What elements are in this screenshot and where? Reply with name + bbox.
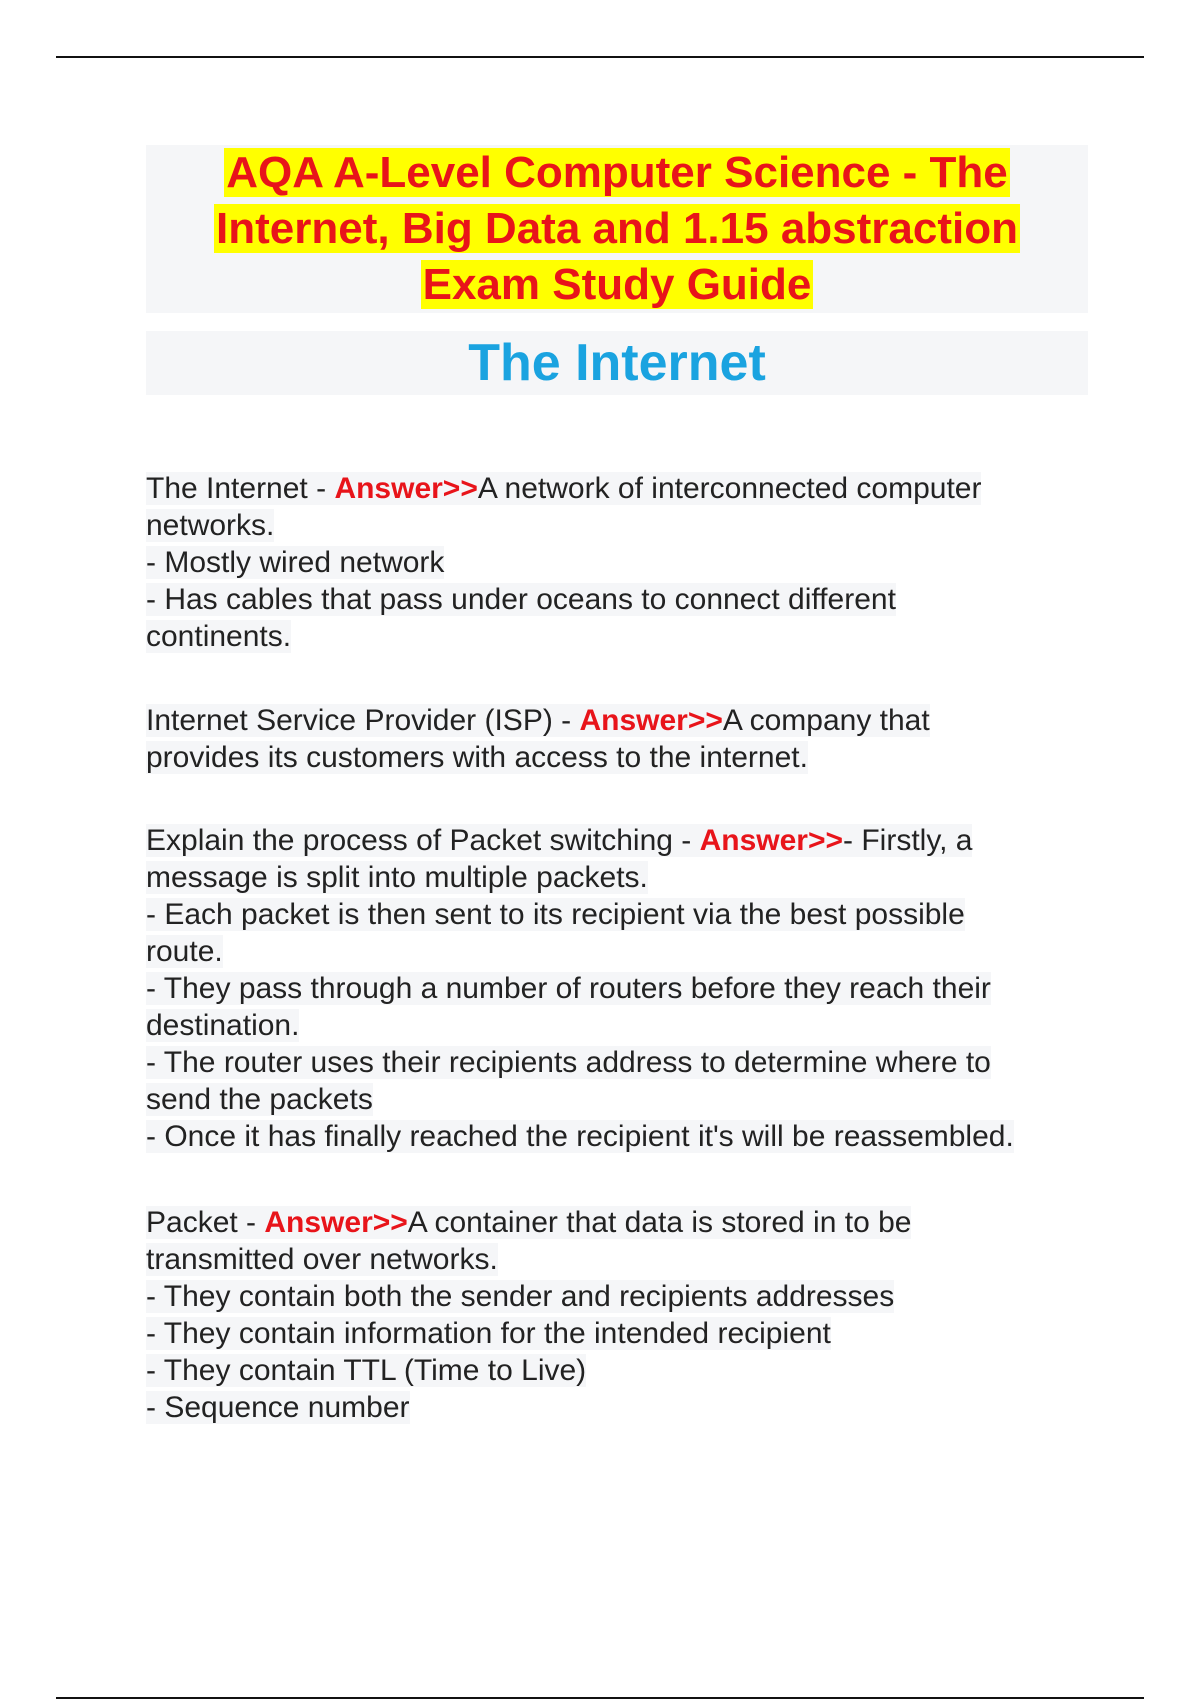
answer-line: transmitted over networks. bbox=[146, 1243, 498, 1276]
question-text: Packet - bbox=[146, 1206, 265, 1239]
answer-line: route. bbox=[146, 935, 223, 968]
answer-text: - Firstly, a bbox=[843, 824, 973, 857]
answer-line: - They contain both the sender and recipients addresses bbox=[146, 1280, 895, 1313]
answer-line: - Once it has finally reached the recipient it's will be reassembled. bbox=[146, 1120, 1014, 1153]
section-heading: The Internet bbox=[146, 331, 1088, 395]
answer-line: send the packets bbox=[146, 1083, 373, 1116]
qa-first-line bbox=[146, 1204, 1088, 1241]
answer-line: continents. bbox=[146, 620, 292, 653]
answer-text: A company that bbox=[722, 704, 930, 737]
question-text: The Internet - bbox=[146, 472, 335, 505]
qa-first-line bbox=[146, 822, 1088, 859]
answer-marker: Answer>> bbox=[334, 472, 478, 505]
answer-line: provides its customers with access to the internet. bbox=[146, 741, 808, 774]
qa-entry-packet-switching bbox=[146, 822, 1088, 1155]
qa-first-line bbox=[146, 702, 1088, 739]
answer-marker: Answer>> bbox=[579, 704, 723, 737]
answer-marker: Answer>> bbox=[699, 824, 844, 857]
title-line-1: AQA A-Level Computer Science - The bbox=[226, 148, 1008, 197]
answer-line: - Sequence number bbox=[146, 1391, 410, 1424]
question-text: Explain the process of Packet switching - bbox=[146, 824, 700, 857]
answer-marker: Answer>> bbox=[264, 1206, 408, 1239]
title-line-2: Internet, Big Data and 1.15 abstraction bbox=[216, 204, 1018, 253]
qa-entry-packet bbox=[146, 1204, 1088, 1426]
answer-line: - Each packet is then sent to its recipient via the best possible bbox=[146, 898, 965, 931]
answer-line: - They pass through a number of routers before they reach their bbox=[146, 972, 991, 1005]
qa-entry-isp bbox=[146, 702, 1088, 776]
qa-first-line bbox=[146, 470, 1088, 507]
answer-text: A network of interconnected computer bbox=[477, 472, 982, 505]
answer-line: networks. bbox=[146, 509, 275, 542]
title-line-3: Exam Study Guide bbox=[422, 260, 812, 309]
question-text: Internet Service Provider (ISP) - bbox=[146, 704, 580, 737]
answer-line: - Has cables that pass under oceans to connect different bbox=[146, 583, 896, 616]
answer-line: - They contain TTL (Time to Live) bbox=[146, 1354, 587, 1387]
qa-entry-internet bbox=[146, 470, 1088, 655]
document-title bbox=[146, 145, 1088, 313]
bottom-rule bbox=[56, 1697, 1144, 1699]
answer-line: - Mostly wired network bbox=[146, 546, 445, 579]
answer-line: - The router uses their recipients address to determine where to bbox=[146, 1046, 991, 1079]
answer-line: destination. bbox=[146, 1009, 300, 1042]
top-rule bbox=[56, 56, 1144, 58]
answer-text: A container that data is stored in to be bbox=[407, 1206, 912, 1239]
answer-line: - They contain information for the intended recipient bbox=[146, 1317, 831, 1350]
answer-line: message is split into multiple packets. bbox=[146, 861, 648, 894]
